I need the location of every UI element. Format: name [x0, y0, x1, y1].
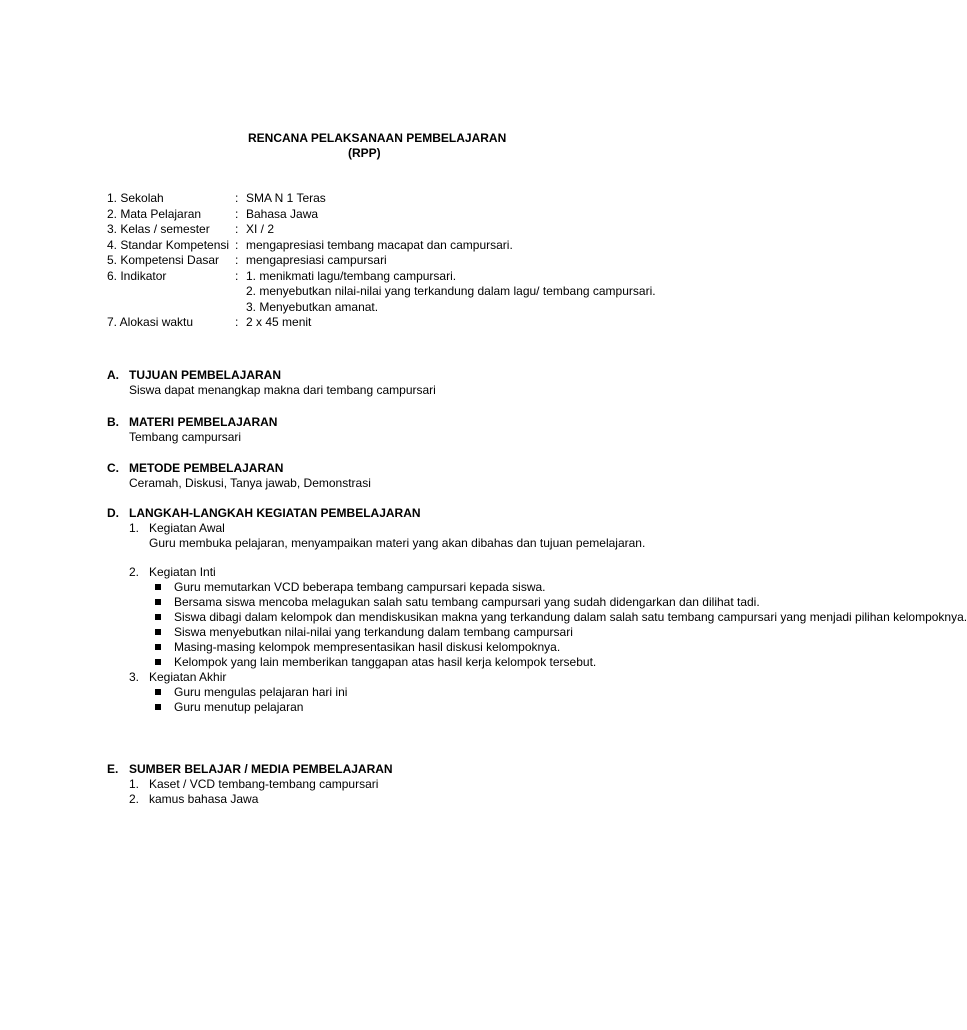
step-description: Guru membuka pelajaran, menyampaikan materi yang akan dibahas dan tujuan pemelajaran. — [149, 536, 646, 550]
section-title: TUJUAN PEMBELAJARAN — [129, 368, 282, 382]
info-label: 3. Kelas / semester — [107, 222, 210, 236]
info-label: 5. Kompetensi Dasar — [107, 253, 220, 267]
section-body: Tembang campursari — [129, 430, 242, 444]
item-text: kamus bahasa Jawa — [149, 792, 259, 806]
info-colon: : — [235, 315, 239, 329]
step-number: 1. — [129, 521, 140, 535]
square-bullet-icon — [155, 644, 161, 650]
section-materi — [107, 415, 627, 445]
section-tujuan — [107, 368, 627, 398]
bullet-text: Guru memutarkan VCD beberapa tembang campursari kepada siswa. — [174, 580, 546, 594]
bullet-text: Guru menutup pelajaran — [174, 700, 304, 714]
bullet-text: Masing-masing kelompok mempresentasikan hasil diskusi kelompoknya. — [174, 640, 561, 654]
section-body — [129, 777, 627, 807]
bullet-item — [151, 610, 967, 625]
info-colon: : — [235, 253, 239, 267]
info-row-sekolah — [107, 191, 667, 207]
section-letter: D. — [107, 506, 119, 520]
info-label: 2. Mata Pelajaran — [107, 206, 202, 221]
info-value: mengapresiasi tembang macapat dan campursari. — [246, 237, 513, 252]
section-title: MATERI PEMBELAJARAN — [129, 415, 278, 429]
document-title: RENCANA PELAKSANAAN PEMBELAJARAN — [248, 131, 507, 145]
info-value: mengapresiasi campursari — [246, 253, 387, 267]
info-value: 2. menyebutkan nilai-nilai yang terkandung dalam lagu/ tembang campursari. — [246, 284, 656, 298]
info-row-indikator-3 — [107, 300, 667, 316]
section-heading — [107, 506, 627, 521]
info-colon: : — [235, 191, 239, 205]
section-heading — [107, 368, 627, 383]
info-colon: : — [235, 268, 239, 283]
info-row-alokasi-waktu — [107, 315, 667, 331]
step-label: Kegiatan Awal — [149, 521, 225, 535]
bullet-list — [151, 685, 627, 715]
section-heading — [107, 415, 627, 430]
section-letter: E. — [107, 762, 119, 776]
info-value: Bahasa Jawa — [246, 206, 319, 221]
bullet-item — [151, 640, 627, 655]
bullet-item — [151, 625, 627, 640]
bullet-text: Siswa dibagi dalam kelompok dan mendiskusikan makna yang terkandung dalam salah satu tembang campursari yang menjadi pilihan kelompoknya. — [174, 610, 967, 624]
info-colon: : — [235, 237, 239, 252]
info-row-kelas — [107, 222, 667, 238]
section-title: METODE PEMBELAJARAN — [129, 461, 284, 475]
step-label: Kegiatan Inti — [149, 565, 216, 579]
step-kegiatan-inti — [129, 565, 627, 580]
item-number: 2. — [129, 792, 140, 806]
info-value: 1. menikmati lagu/tembang campursari. — [246, 268, 457, 283]
section-metode — [107, 461, 627, 491]
square-bullet-icon — [155, 614, 161, 620]
section-sumber-belajar — [107, 762, 627, 807]
list-item — [129, 777, 627, 792]
info-value: 2 x 45 menit — [246, 315, 312, 329]
square-bullet-icon — [155, 584, 161, 590]
info-label: 7. Alokasi waktu — [107, 315, 194, 329]
info-colon: : — [235, 206, 239, 221]
bullet-item — [151, 580, 627, 595]
bullet-item — [151, 685, 627, 700]
document-subtitle: (RPP) — [348, 146, 381, 160]
step-kegiatan-awal — [129, 521, 627, 536]
square-bullet-icon — [155, 659, 161, 665]
section-heading — [107, 762, 627, 777]
section-letter: C. — [107, 461, 119, 475]
info-value: 3. Menyebutkan amanat. — [246, 299, 379, 314]
list-item — [129, 792, 627, 807]
section-body — [129, 521, 967, 715]
section-langkah — [107, 506, 967, 715]
square-bullet-icon — [155, 689, 161, 695]
section-body: Siswa dapat menangkap makna dari tembang campursari — [129, 383, 436, 397]
section-title: SUMBER BELAJAR / MEDIA PEMBELAJARAN — [129, 762, 393, 776]
section-letter: A. — [107, 368, 119, 382]
bullet-text: Kelompok yang lain memberikan tanggapan atas hasil kerja kelompok tersebut. — [174, 655, 597, 669]
item-text: Kaset / VCD tembang-tembang campursari — [149, 777, 379, 791]
info-colon: : — [235, 222, 239, 236]
info-value: XI / 2 — [246, 222, 275, 236]
info-row-kompetensi-dasar — [107, 253, 667, 269]
step-number: 3. — [129, 670, 140, 684]
info-row-mata-pelajaran — [107, 207, 667, 223]
section-letter: B. — [107, 415, 119, 429]
identity-table — [107, 191, 667, 331]
bullet-item — [151, 595, 760, 610]
info-row-indikator — [107, 269, 667, 285]
bullet-text: Bersama siswa mencoba melagukan salah satu tembang campursari yang sudah didengarkan dan dilihat tadi. — [174, 595, 760, 609]
bullet-item — [151, 655, 627, 670]
bullet-text: Siswa menyebutkan nilai-nilai yang terkandung dalam tembang campursari — [174, 625, 573, 639]
info-label: 6. Indikator — [107, 268, 167, 283]
info-row-indikator-2 — [107, 284, 667, 300]
square-bullet-icon — [155, 599, 161, 605]
square-bullet-icon — [155, 629, 161, 635]
info-value: SMA N 1 Teras — [246, 191, 326, 205]
step-kegiatan-akhir — [129, 670, 627, 685]
info-label: 1. Sekolah — [107, 191, 164, 205]
section-body: Ceramah, Diskusi, Tanya jawab, Demonstrasi — [129, 476, 371, 490]
step-label: Kegiatan Akhir — [149, 670, 227, 684]
info-label: 4. Standar Kompetensi — [107, 237, 230, 252]
bullet-item — [151, 700, 627, 715]
info-row-standar-kompetensi — [107, 238, 667, 254]
bullet-list — [151, 580, 967, 670]
item-number: 1. — [129, 777, 140, 791]
square-bullet-icon — [155, 704, 161, 710]
bullet-text: Guru mengulas pelajaran hari ini — [174, 685, 348, 699]
step-number: 2. — [129, 565, 140, 579]
section-title: LANGKAH-LANGKAH KEGIATAN PEMBELAJARAN — [129, 506, 421, 520]
section-heading — [107, 461, 627, 476]
